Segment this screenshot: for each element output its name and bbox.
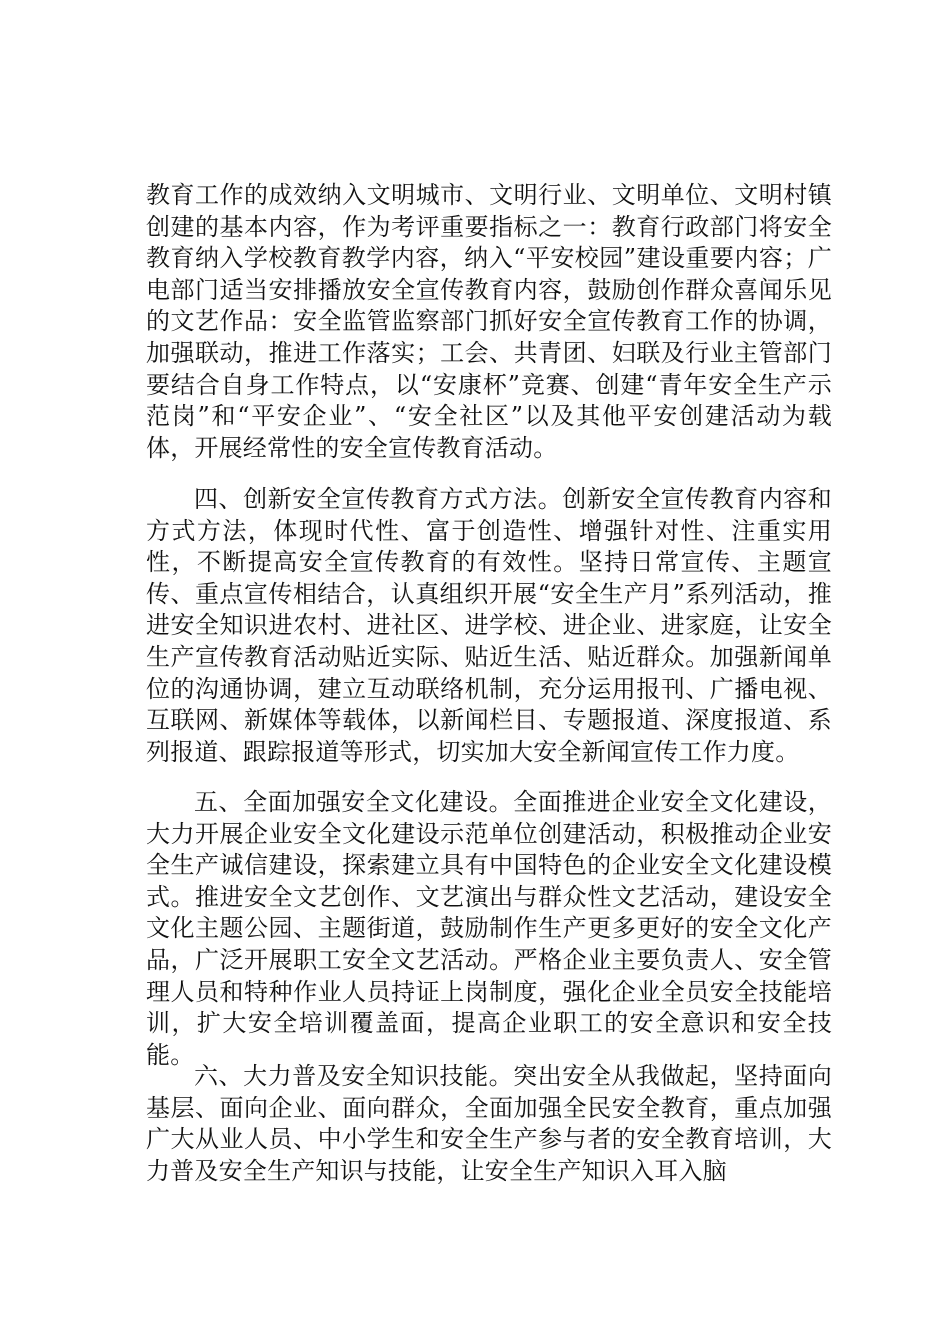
paragraph-section-5 <box>146 787 832 1071</box>
paragraph-text: 五、全面加强安全文化建设。全面推进企业安全文化建设，大力开展企业安全文化建设示范单位创建活动，积极推动企业安全生产诚信建设，探索建立具有中国特色的企业安全文化建设模式。推进安全文艺创作、文艺演出与群众性文艺活动，建设安全文化主题公园、主题街道，鼓励制作生产更多更好的安全文化产品，广泛开展职工安全文艺活动。严格企业主要负责人、安全管理人员和特种作业人员持证上岗制度，强化企业全员安全技能培训，扩大安全培训覆盖面，提高企业职工的安全意识和安全技能。 <box>146 788 832 1069</box>
paragraph-text: 六、大力普及安全知识技能。突出安全从我做起，坚持面向基层、面向企业、面向群众，全面加强全民安全教育，重点加强广大从业人员、中小学生和安全生产参与者的安全教育培训，大力普及安全生产知识与技能，让安全生产知识入耳入脑 <box>146 1062 832 1185</box>
paragraph-section-6 <box>146 1061 832 1187</box>
paragraph-section-4 <box>146 484 832 768</box>
paragraph-continued <box>146 180 832 464</box>
paragraph-text: 四、创新安全宣传教育方式方法。创新安全宣传教育内容和方式方法，体现时代性、富于创造性、增强针对性、注重实用性，不断提高安全宣传教育的有效性。坚持日常宣传、主题宣传、重点宣传相结合，认真组织开展“安全生产月”系列活动，推进安全知识进农村、进社区、进学校、进企业、进家庭，让安全生产宣传教育活动贴近实际、贴近生活、贴近群众。加强新闻单位的沟通协调，建立互动联络机制，充分运用报刊、广播电视、互联网、新媒体等载体，以新闻栏目、专题报道、深度报道、系列报道、跟踪报道等形式，切实加大安全新闻宣传工作力度。 <box>146 485 832 766</box>
paragraph-text: 教育工作的成效纳入文明城市、文明行业、文明单位、文明村镇创建的基本内容，作为考评重要指标之一：教育行政部门将安全教育纳入学校教育教学内容，纳入“平安校园”建设重要内容；广电部门适当安排播放安全宣传教育内容，鼓励创作群众喜闻乐见的文艺作品：安全监管监察部门抓好安全宣传教育工作的协调，加强联动，推进工作落实；工会、共青团、妇联及行业主管部门要结合自身工作特点，以“安康杯”竞赛、创建“青年安全生产示范岗”和“平安企业”、“安全社区”以及其他平安创建活动为载体，开展经常性的安全宣传教育活动。 <box>146 181 832 462</box>
